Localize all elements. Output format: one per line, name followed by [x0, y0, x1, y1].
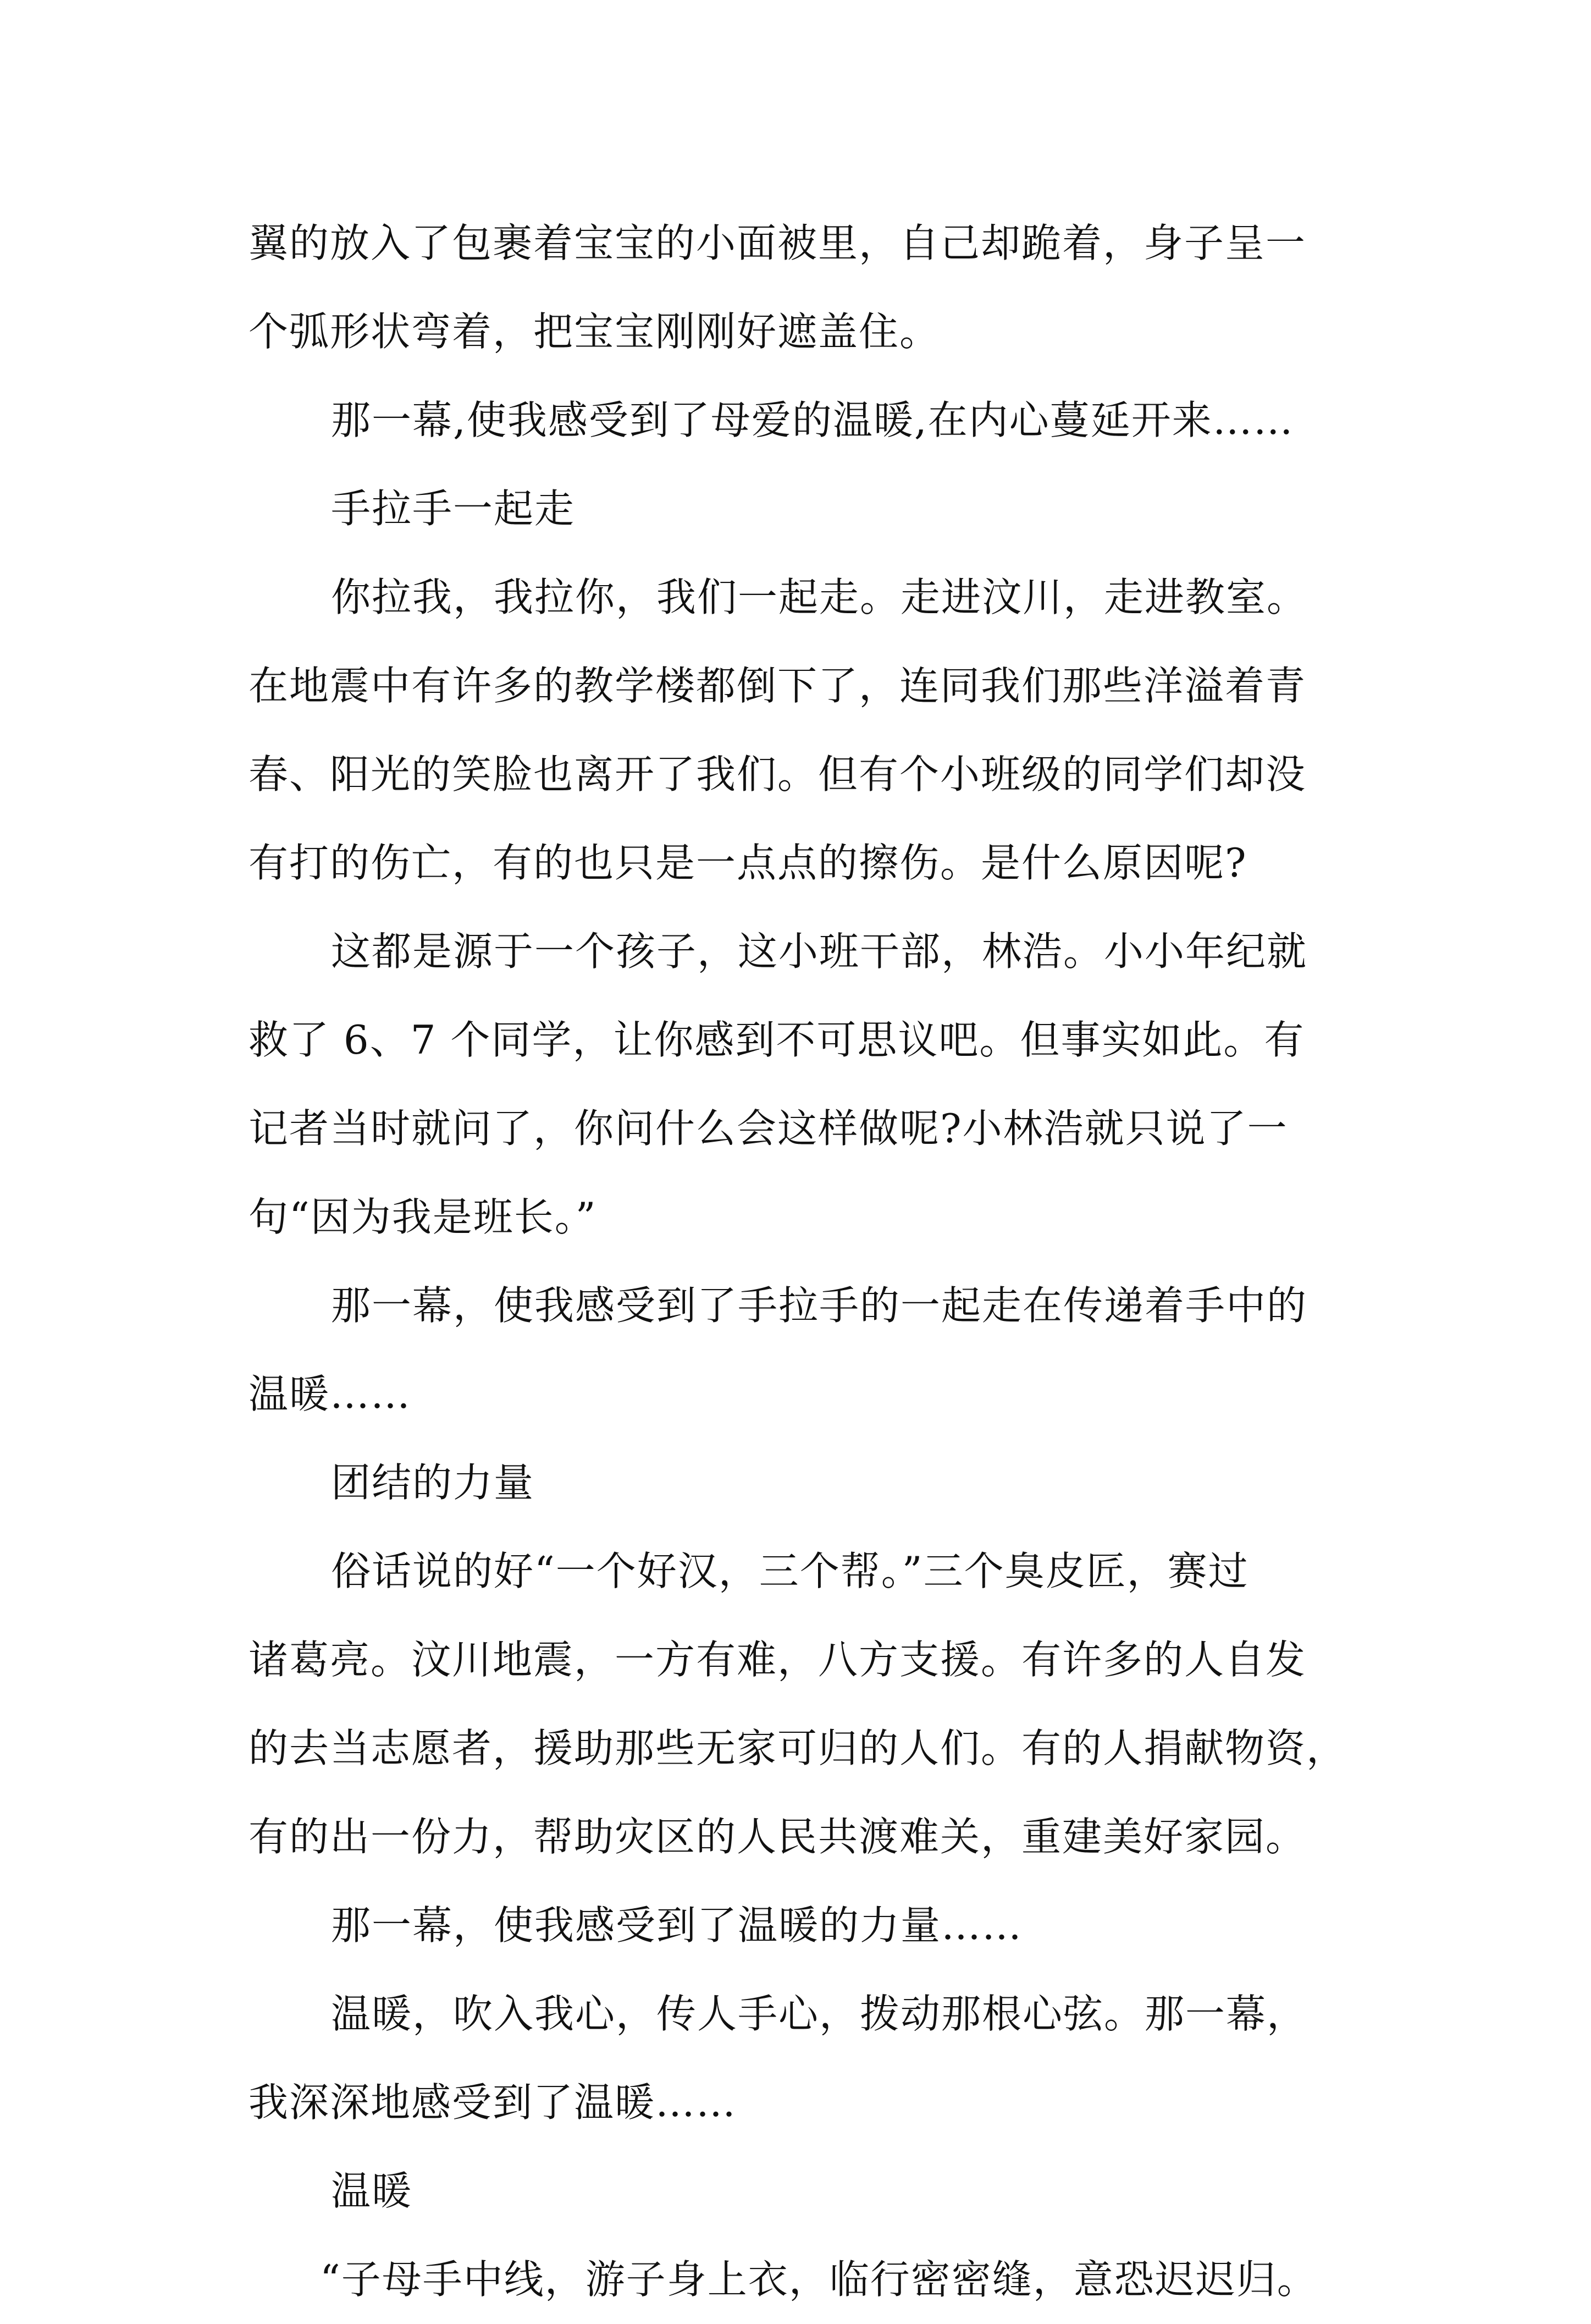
text-line: 你拉我，我拉你，我们一起走。走进汶川，走进教室。 — [331, 574, 1308, 620]
document-body — [248, 199, 1370, 2324]
text-line: 那一幕，使我感受到了手拉手的一起走在传递着手中的 — [331, 1282, 1308, 1329]
text-line: “子母手中线，游子身上衣，临行密密缝，意恐迟迟归。 — [320, 2256, 1318, 2303]
text-line: 句“因为我是班长。” — [248, 1194, 597, 1240]
text-line: 春、阳光的笑脸也离开了我们。但有个小班级的同学们却没 — [248, 751, 1307, 797]
text-line: 记者当时就问了，你问什么会这样做呢?小林浩就只说了一 — [248, 1105, 1288, 1152]
text-line: 温暖…… — [248, 1371, 412, 1417]
text-line: 的去当志愿者，援助那些无家可归的人们。有的人捐献物资， — [248, 1725, 1347, 1771]
section-heading: 温暖 — [331, 2168, 413, 2214]
text-line: 救了 6、7 个同学，让你感到不可思议吧。但事实如此。有 — [248, 1017, 1305, 1063]
text-line: 有打的伤亡，有的也只是一点点的擦伤。是什么原因呢? — [248, 840, 1247, 886]
text-line: 那一幕,使我感受到了母爱的温暖,在内心蔓延开来…… — [331, 397, 1294, 443]
section-heading: 手拉手一起走 — [331, 486, 576, 532]
text-line: 我深深地感受到了温暖…… — [248, 2079, 737, 2125]
text-line: 翼的放入了包裹着宝宝的小面被里，自己却跪着，身子呈一 — [248, 220, 1307, 266]
text-line: 有的出一份力，帮助灾区的人民共渡难关，重建美好家园。 — [248, 1814, 1307, 1860]
text-line: 这都是源于一个孩子，这小班干部，林浩。小小年纪就 — [331, 928, 1308, 974]
text-line: 个弧形状弯着，把宝宝刚刚好遮盖住。 — [248, 309, 941, 355]
text-line: 温暖，吹入我心，传人手心，拨动那根心弦。那一幕， — [331, 1991, 1308, 2037]
text-line: 诸葛亮。汶川地震，一方有难，八方支援。有许多的人自发 — [248, 1637, 1307, 1683]
section-heading: 团结的力量 — [331, 1460, 535, 1506]
text-line: 俗话说的好“一个好汉，三个帮。”三个臭皮匠，赛过 — [331, 1548, 1249, 1594]
text-line: 那一幕，使我感受到了温暖的力量…… — [331, 1902, 1023, 1948]
text-line: 在地震中有许多的教学楼都倒下了，连同我们那些洋溢着青 — [248, 663, 1307, 709]
